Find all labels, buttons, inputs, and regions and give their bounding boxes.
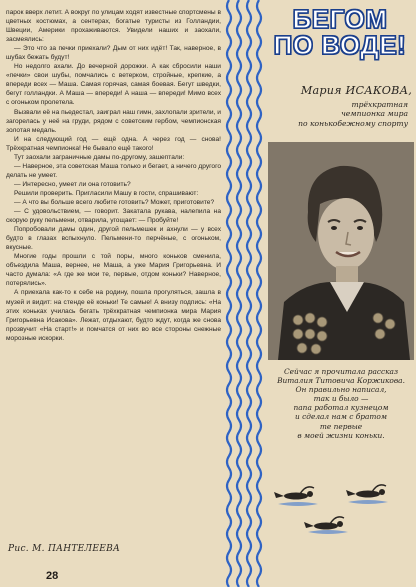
paragraph: Многие годы прошли с той поры, много коньков сменила, объездила Маша, вернее, не Маша, а уже Мария Григорьевна. И часто думала: «А где же мои те, первые, отдом коньки? Наверное, потерялись».	[6, 253, 221, 288]
note-line: так и было —	[313, 394, 369, 404]
note-line: Он правильно написал,	[295, 385, 387, 395]
author-name: Мария ИСАКОВА,	[300, 84, 412, 97]
note-line: папа работал кузнецом	[293, 403, 389, 413]
portrait-photo	[268, 142, 414, 360]
paragraph: — А что вы больше всего любите готовить? Может, приготовите?	[14, 198, 215, 206]
note-line: те первые	[319, 421, 363, 431]
paragraph: Вызвали её на пьедестал, заиграл наш гимн, захлопали зрители, и загорелась у неё на груди, рядом с советским гербом, чемпионская золотая медаль.	[6, 108, 221, 134]
paragraph: Попробовали дамы один, другой пельмешек и ахнули — у всех будто в глазах вспыхнуло. Пельмени-то перчёные, с огоньком, вкусные.	[6, 226, 221, 252]
note-line: Виталия Титовича Коржикова.	[277, 376, 405, 386]
wavy-stripes-decoration	[224, 0, 264, 587]
article-headline	[270, 6, 410, 58]
author-role-line: трёхкратная	[351, 100, 408, 109]
paragraph: Но недолго ахали. До вечерной дорожки. А как сбросили наши «печки» свои шубы, помчались с ветерком, стройные, крепкие, а впереди всех — Маша. Самая горячая, самая боевая. Бегут шведки, бегут голландки. А Маша — впереди! А наша — впереди! Мимо всех с огоньком пролетела.	[6, 63, 221, 107]
paragraph: — С удовольствием, — говорит. Закатала рукава, налепила на скорую руку пельмени, отварила, угощает: — Пробуйте!	[6, 208, 221, 225]
headline-line: ПО ВОДЕ!	[273, 30, 407, 60]
note-line: в моей жизни коньки.	[297, 430, 385, 440]
author-role-line: по конькобежному спорту	[298, 118, 408, 128]
note-line: и сделал нам с братом	[295, 412, 387, 422]
swimmers-drawing	[268, 470, 414, 570]
page-number: 28	[46, 570, 59, 582]
paragraph: парок вверх летит. А вокруг по улицам ходят известные спортсмены в цветных костюмах, а сентерах, богатые туристы из Голландии, Швеции, Америки прохаживаются. Увидели наших и заохали, засмеялись:	[6, 9, 221, 44]
paragraph: — Это что за печки приехали? Дым от них идёт! Так, наверное, в шубах бежать будут!	[6, 45, 221, 62]
author-role	[266, 100, 408, 128]
headline-line: БЕГОМ	[292, 4, 388, 34]
note-line: Сейчас я прочитала рассказ	[284, 367, 398, 376]
paragraph: — Интересно, умеет ли она готовить?	[14, 180, 131, 188]
article-body	[6, 8, 221, 528]
paragraph: Тут заохали заграничные дамы по-другому, зашептали:	[14, 153, 185, 161]
paragraph: — Наверное, эта советская Маша только и бегает, а ничего другого делать не умеет.	[6, 162, 221, 179]
athlete-note	[272, 367, 410, 440]
paragraph: Решили проверить. Пригласили Машу в гости, спрашивают:	[14, 189, 199, 197]
paragraph: А приехала как-то к себе на родину, пошла прогуляться, зашла в музей и видит: на стенде её коньки! Те самые! А внизу подпись: «На этих коньках училась бегать трёхкратная чемпионка мира Мария Григорьевна Исакова». Лежат, отдыхают, будто ждут, когда же снова прозвучит «На старт!» и помчатся от них во все стороны снежные морозные искорки.	[6, 289, 221, 342]
illustration-credit: Рис. М. ПАНТЕЛЕЕВА	[8, 544, 121, 554]
author-role-line: чемпионка мира	[341, 109, 408, 119]
paragraph: И на следующий год — ещё одна. А через год — снова! Трёхкратная чемпионка! Не бывало ещё такого!	[6, 135, 221, 152]
